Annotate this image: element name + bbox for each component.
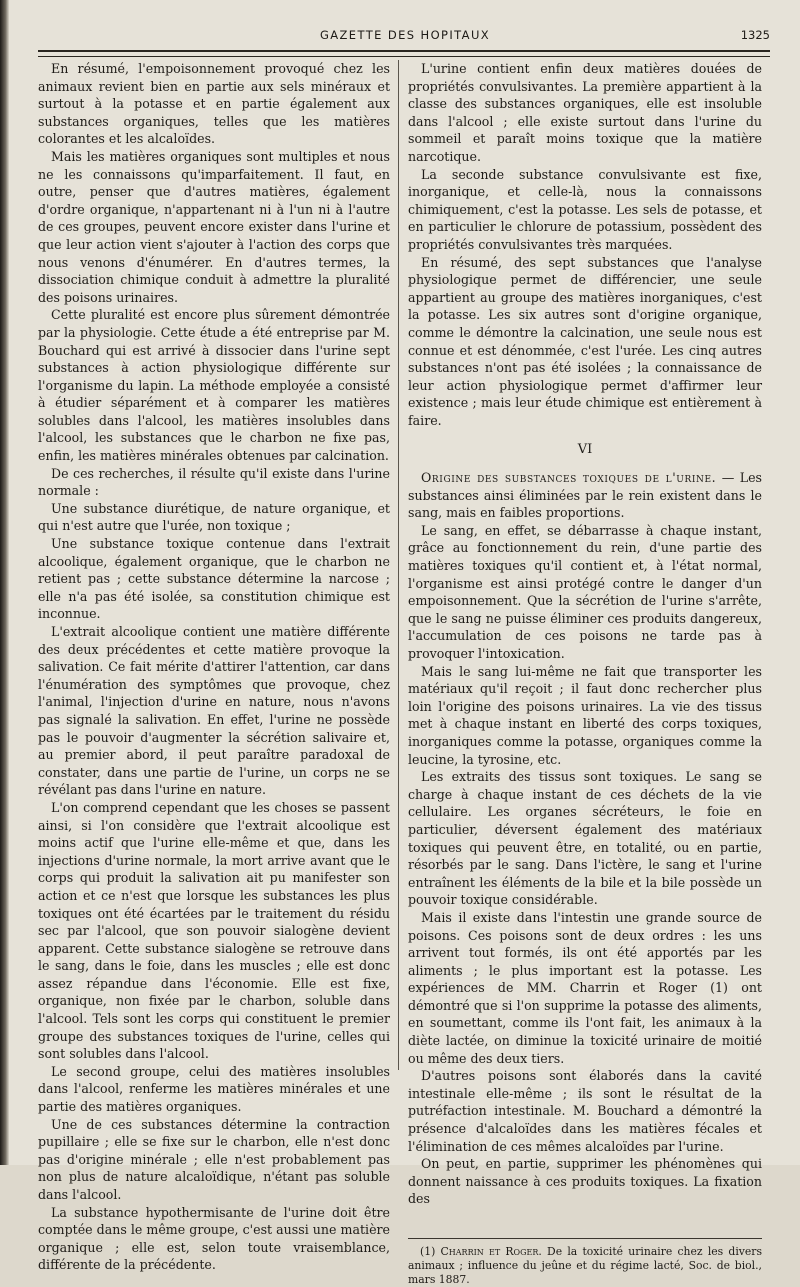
paragraph: Une substance toxique contenue dans l'extrait alcoolique, également organique, que le charbon ne retient pas ; cette substance détermine la narcose ; elle n'a pas été isolée, sa constitution chimique est inconnue. <box>38 536 390 622</box>
header-rule <box>38 50 770 57</box>
footnote <box>408 1245 762 1287</box>
page-header <box>40 28 770 50</box>
paragraph: La seconde substance convulsivante est fixe, inorganique, et celle-là, nous la connaissons chimiquement, c'est la potasse. Les sels de potasse, et en particulier le chlorure de potassium, possèdent des propriétés convulsivantes très marquées. <box>408 166 762 252</box>
section-lead-paragraph <box>408 469 762 522</box>
paragraph: Mais les matières organiques sont multiples et nous ne les connaissons qu'imparfaitement. Il faut, en outre, penser que d'autres matières, également d'ordre organique, n'appartenant ni à l'un ni à l'autre de ces groupes, peuvent encore exister dans l'urine et que leur action vient s'ajouter à l'action des corps que nous venons d'énumérer. En d'autres termes, la dissociation chimique conduit à admettre la pluralité des poisons urinaires. <box>38 148 390 305</box>
paragraph: Le sang, en effet, se débarrasse à chaque instant, grâce au fonctionnement du rein, d'une partie des matières toxiques qu'il contient et, à l'état normal, l'organisme est ainsi protégé contre le danger d'un empoisonnement. Que la sécrétion de l'urine s'arrête, que le sang ne puisse éliminer ces produits dangereux, l'accumulation de ces poisons ne tarde pas à provoquer l'intoxication. <box>408 522 762 661</box>
right-column <box>408 60 762 1287</box>
footnote-marker: (1) <box>420 1245 441 1258</box>
footnote-rule <box>408 1238 762 1239</box>
paragraph: En résumé, des sept substances que l'analyse physiologique permet de différencier, une seule appartient au groupe des matières inorganiques, c'est la potasse. Les six autres sont d'origine organique, comme le démontre la calcination, une seule nous est connue et est dénommée, c'est l'urée. Les cinq autres substances n'ont pas été isolées ; la connaissance de leur action physiologique permet d'affirmer leur existence ; mais leur étude chimique est entièrement à faire. <box>408 254 762 428</box>
paragraph: Une de ces substances détermine la contraction pupillaire ; elle se fixe sur le charbon, elle n'est donc pas d'origine minérale ; elle n'est probablement pas non plus de nature alcaloïdique, n'étant pas soluble dans l'alcool. <box>38 1116 390 1202</box>
paragraph: L'extrait alcoolique contient une matière différente des deux précédentes et cette matière provoque la salivation. Ce fait mérite d'attirer l'attention, car dans l'énumération des symptômes que provoque, chez l'animal, l'injection d'urine en nature, nous n'avons pas signalé la salivation. En effet, l'urine ne possède pas le pouvoir d'augmenter la sécrétion salivaire et, au premier abord, il peut paraître paradoxal de constater, dans une partie de l'urine, un corps ne se révélant pas dans l'urine en nature. <box>38 624 390 798</box>
running-title: GAZETTE DES HOPITAUX <box>319 28 491 42</box>
footnote-text: De la toxicité urinaire chez les divers animaux ; influence du jeûne et du régime lacté, Soc. de biol., mars 1887. <box>408 1245 762 1286</box>
section-number: VI <box>577 442 593 458</box>
column-divider <box>398 60 399 1070</box>
section-heading: Origine des substances toxiques de l'urine. <box>421 470 717 486</box>
paragraph: Mais le sang lui-même ne fait que transporter les matériaux qu'il reçoit ; il faut donc rechercher plus loin l'origine des poisons urinaires. La vie des tissus met à chaque instant en liberté des corps toxiques, inorganiques comme la potasse, organiques comme la leucine, la tyrosine, etc. <box>408 663 762 767</box>
page-edge-shadow <box>0 0 9 1165</box>
paragraph: L'on comprend cependant que les choses se passent ainsi, si l'on considère que l'extrait alcoolique est moins actif que l'urine elle-même et que, dans les injections d'urine normale, la mort arrive avant que le corps qui produit la salivation ait pu manifester son action et ce n'est que lorsque les substances les plus toxiques ont été écartées par le traitement du résidu sec par l'alcool, que son pouvoir sialogène devient apparent. Cette substance sialogène se retrouve dans le sang, dans le foie, dans les muscles ; elle est donc assez répandue dans l'économie. Elle est fixe, organique, non fixée par le charbon, soluble dans l'alcool. Tels sont les corps qui constituent le premier groupe des substances toxiques de l'urine, celles qui sont solubles dans l'alcool. <box>38 799 390 1062</box>
paragraph: Une substance diurétique, de nature organique, et qui n'est autre que l'urée, non toxique ; <box>38 500 390 534</box>
page-number: 1325 <box>740 28 770 42</box>
paragraph: De ces recherches, il résulte qu'il existe dans l'urine normale : <box>38 465 390 499</box>
paragraph: D'autres poisons sont élaborés dans la cavité intestinale elle-même ; ils sont le résultat de la putréfaction intestinale. M. Bouchard a démontré la présence d'alcaloïdes dans les matières fécales et l'élimination de ces mêmes alcaloïdes par l'urine. <box>408 1068 762 1154</box>
paragraph: La substance hypothermisante de l'urine doit être comptée dans le même groupe, c'est aussi une matière organique ; elle est, selon toute vraisemblance, différente de la précédente. <box>38 1204 390 1273</box>
footnote-authors: Charrin et Roger. <box>440 1245 542 1258</box>
left-column <box>38 60 390 1274</box>
paragraph: Mais il existe dans l'intestin une grande source de poisons. Ces poisons sont de deux ordres : les uns arrivent tout formés, ils ont été apportés par les aliments ; le plus important est la potasse. Les expériences de MM. Charrin et Roger (1) ont démontré que si l'on supprime la potasse des aliments, en soumettant, comme ils l'ont fait, les animaux à la diète lactée, on diminue la toxicité urinaire de moitié ou même des deux tiers. <box>408 909 762 1066</box>
paragraph: Cette pluralité est encore plus sûrement démontrée par la physiologie. Cette étude a été entreprise par M. Bouchard qui est arrivé à dissocier dans l'urine sept substances à action physiologique différente sur l'organisme du lapin. La méthode employée a consisté à étudier séparément et à comparer les matières solubles dans l'alcool, les matières insolubles dans l'alcool, les substances que le charbon ne fixe pas, enfin, les matières minérales obtenues par calcination. <box>38 307 390 464</box>
paragraph: En résumé, l'empoisonnement provoqué chez les animaux revient bien en partie aux sels minéraux et surtout à la potasse et en partie également aux substances organiques, telles que les matières colorantes et les alcaloïdes. <box>38 61 390 147</box>
paragraph: Les extraits des tissus sont toxiques. Le sang se charge à chaque instant de ces déchets de la vie cellulaire. Les organes sécréteurs, le foie en particulier, déversent également des matériaux toxiques qui peuvent être, en totalité, ou en partie, résorbés par le sang. Dans l'ictère, le sang et l'urine entraînent les éléments de la bile et la bile possède un pouvoir toxique considérable. <box>408 769 762 908</box>
paragraph: On peut, en partie, supprimer les phénomènes qui donnent naissance à ces produits toxiques. La fixation des <box>408 1156 762 1207</box>
section-lead-text: — Les substances ainsi éliminées par le rein existent dans le sang, mais en faibles proportions. <box>408 470 762 521</box>
paragraph: L'urine contient enfin deux matières douées de propriétés convulsivantes. La première appartient à la classe des substances organiques, elle est insoluble dans l'alcool ; elle existe surtout dans l'urine du sommeil et paraît moins toxique que la matière narcotique. <box>408 61 762 164</box>
paragraph: Le second groupe, celui des matières insolubles dans l'alcool, renferme les matières minérales et une partie des matières organiques. <box>38 1063 390 1115</box>
